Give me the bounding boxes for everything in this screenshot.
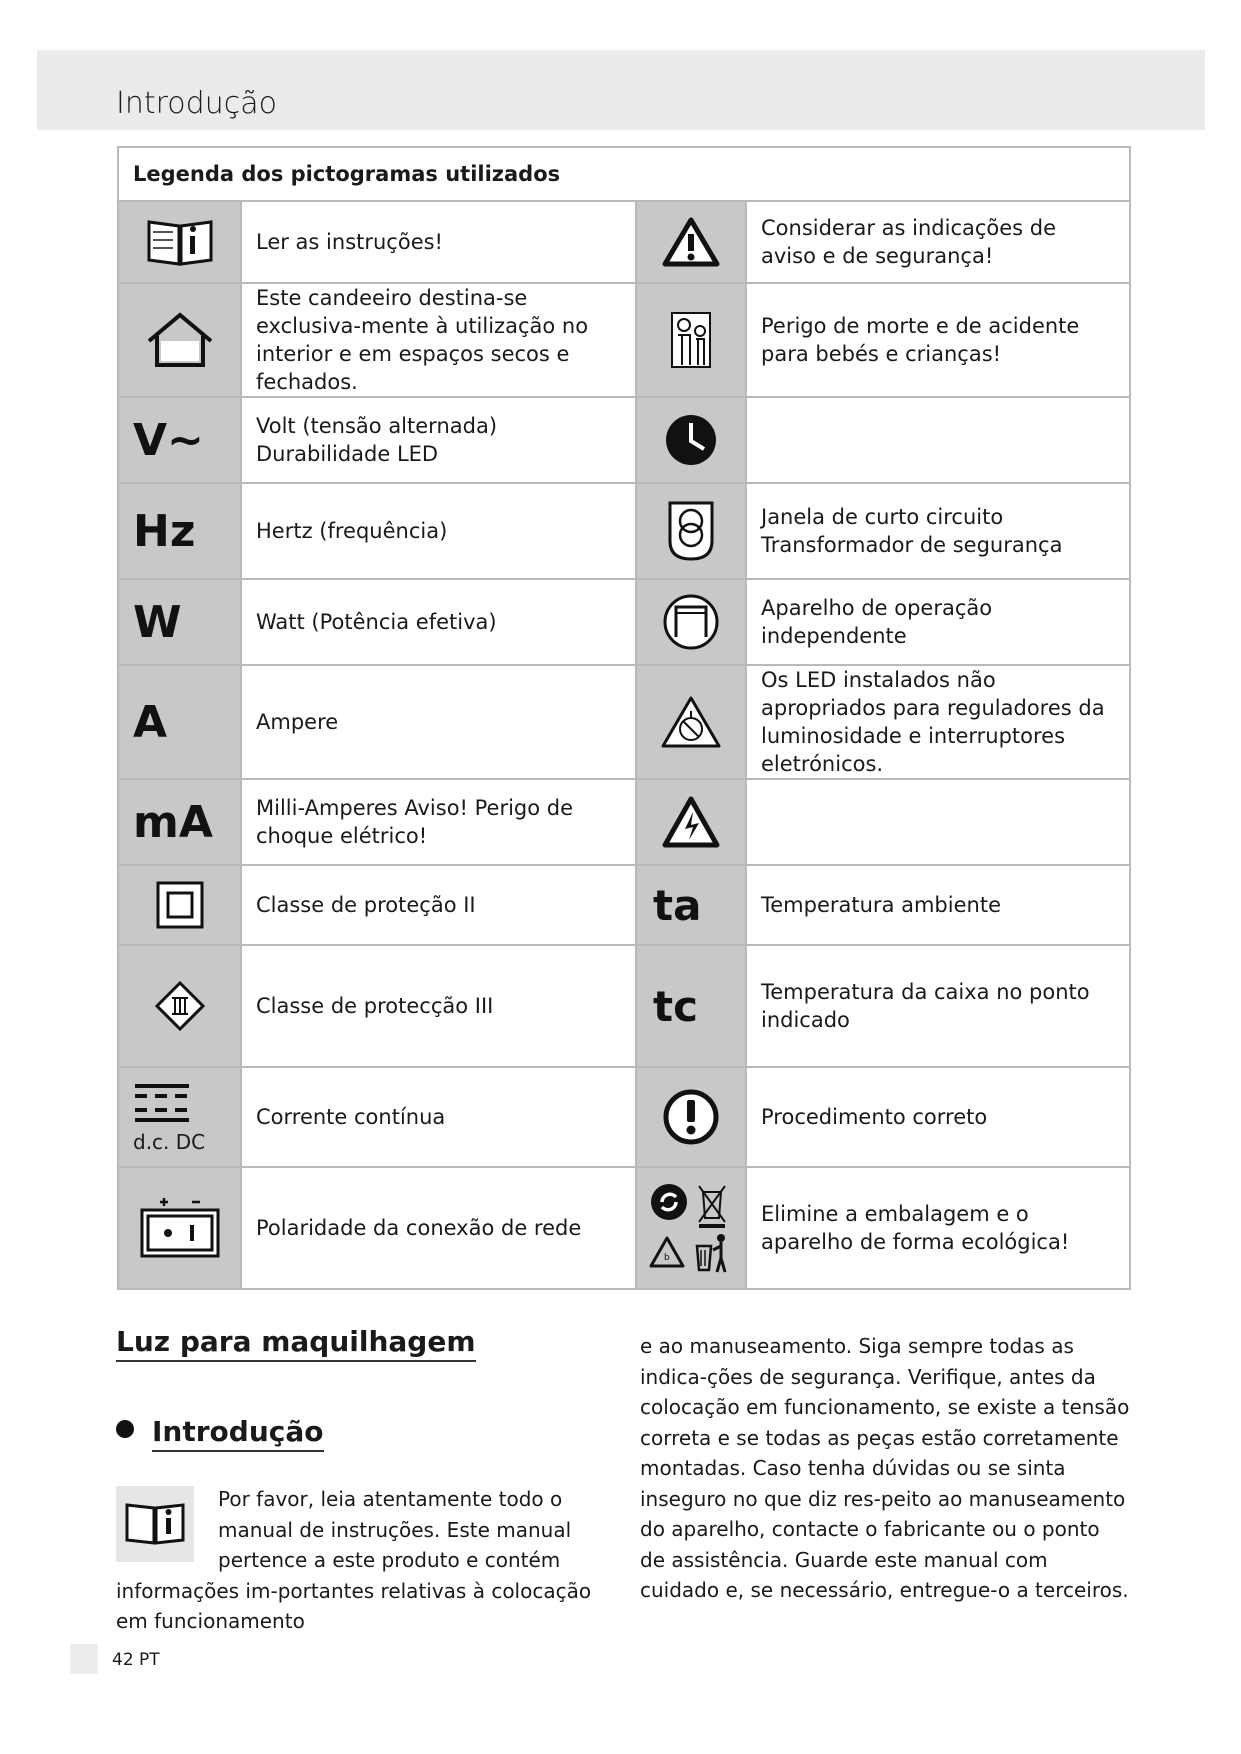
svg-text:b: b [664,1253,670,1263]
electric-shock-warning-icon [636,779,746,865]
legend-text: Elimine a embalagem e o aparelho de forma ecológica! [746,1167,1130,1289]
legend-text: Procedimento correto [746,1067,1130,1167]
ampere-symbol: A [118,665,241,779]
protection-class-3-icon [118,945,241,1067]
hertz-symbol: Hz [118,483,241,579]
legend-text: Perigo de morte e de acidente para bebés e crianças! [746,283,1130,397]
legend-row [118,397,1130,483]
protection-class-2-icon [118,865,241,945]
legend-caption: Legenda dos pictogramas utilizados [118,147,1130,201]
independent-device-icon [636,579,746,665]
short-circuit-transformer-icon [636,483,746,579]
legend-row [118,201,1130,283]
watt-symbol: W [118,579,241,665]
legend-row [118,483,1130,579]
exclamation-circle-icon [636,1067,746,1167]
dc-label: d.c. DC [133,1130,206,1154]
direct-current-icon [118,1067,241,1167]
legend-row [118,945,1130,1067]
page-title: Introdução [116,86,277,121]
legend-row [118,1167,1130,1289]
legend-text: Volt (tensão alternada) Durabilidade LED [241,397,636,483]
legend-text: Os LED instalados não apropriados para reguladores da luminosidade e interruptores eletrónicos. [746,665,1130,779]
clock-icon [636,397,746,483]
intro-paragraph-right: e ao manuseamento. Siga sempre todas as indica-ções de segurança. Verifique, antes da colocação em funcionamento, se existe a tensão correta e se todas as peças estão corretamente montadas. Caso tenha dúvidas ou se sinta inseguro no que diz res-peito ao manuseamento do aparelho, contacte o fabricante ou o ponto de assistência. Guarde este manual com cuidado e, se necessário, entregue-o a terceiros. [640,1334,1130,1602]
legend-text: Polaridade da conexão de rede [241,1167,636,1289]
polarity-icon [118,1167,241,1289]
intro-paragraph-left: Por favor, leia atentamente todo o manual de instruções. Este manual pertence a este produto e contém informações im-portantes relativas à colocação em funcionamento [116,1487,592,1633]
ambient-temperature-symbol: ta [636,865,746,945]
legend-row [118,665,1130,779]
legend-text: Classe de proteção II [241,865,636,945]
recycling-icons [636,1167,746,1289]
legend-text: Este candeeiro destina-se exclusiva-mente à utilização no interior e em espaços secos e fechados. [241,283,636,397]
no-dimmer-icon [636,665,746,779]
milliampere-symbol: mA [118,779,241,865]
page-number: 42 PT [112,1650,160,1670]
legend-text: Temperatura ambiente [746,865,1130,945]
house-icon [118,283,241,397]
section-title: Luz para maquilhagem [116,1325,476,1362]
legend-text: Corrente contínua [241,1067,636,1167]
green-dot-icon [651,1184,687,1220]
legend-row [118,865,1130,945]
volt-ac-symbol: V~ [118,397,241,483]
legend-text: Temperatura da caixa no ponto indicado [746,945,1130,1067]
legend-row [118,779,1130,865]
legend-text [746,779,1130,865]
legend-text [746,397,1130,483]
legend-text: Watt (Potência efetiva) [241,579,636,665]
legend-row [118,579,1130,665]
pictogram-legend-table [117,146,1131,1290]
warning-triangle-icon [636,201,746,283]
crossed-bin-icon [699,1186,725,1228]
case-temperature-symbol: tc [636,945,746,1067]
bullet-icon [116,1420,134,1438]
recycle-triangle-icon [651,1238,683,1266]
legend-text: Aparelho de operação independente [746,579,1130,665]
legend-text: Ampere [241,665,636,779]
legend-text: Ler as instruções! [241,201,636,283]
legend-row [118,283,1130,397]
section-subtitle: Introdução [152,1415,324,1452]
legend-text: Janela de curto circuito Transformador de segurança [746,483,1130,579]
legend-text: Classe de protecção III [241,945,636,1067]
language-code: PT [139,1650,160,1670]
legend-text: Hertz (frequência) [241,483,636,579]
legend-text: Milli-Amperes Aviso! Perigo de choque elétrico! [241,779,636,865]
legend-row [118,1067,1130,1167]
book-info-icon [118,201,241,283]
legend-text: Considerar as indicações de aviso e de segurança! [746,201,1130,283]
bin-person-icon [697,1234,725,1272]
page-number-box [70,1644,98,1674]
child-danger-icon [636,283,746,397]
